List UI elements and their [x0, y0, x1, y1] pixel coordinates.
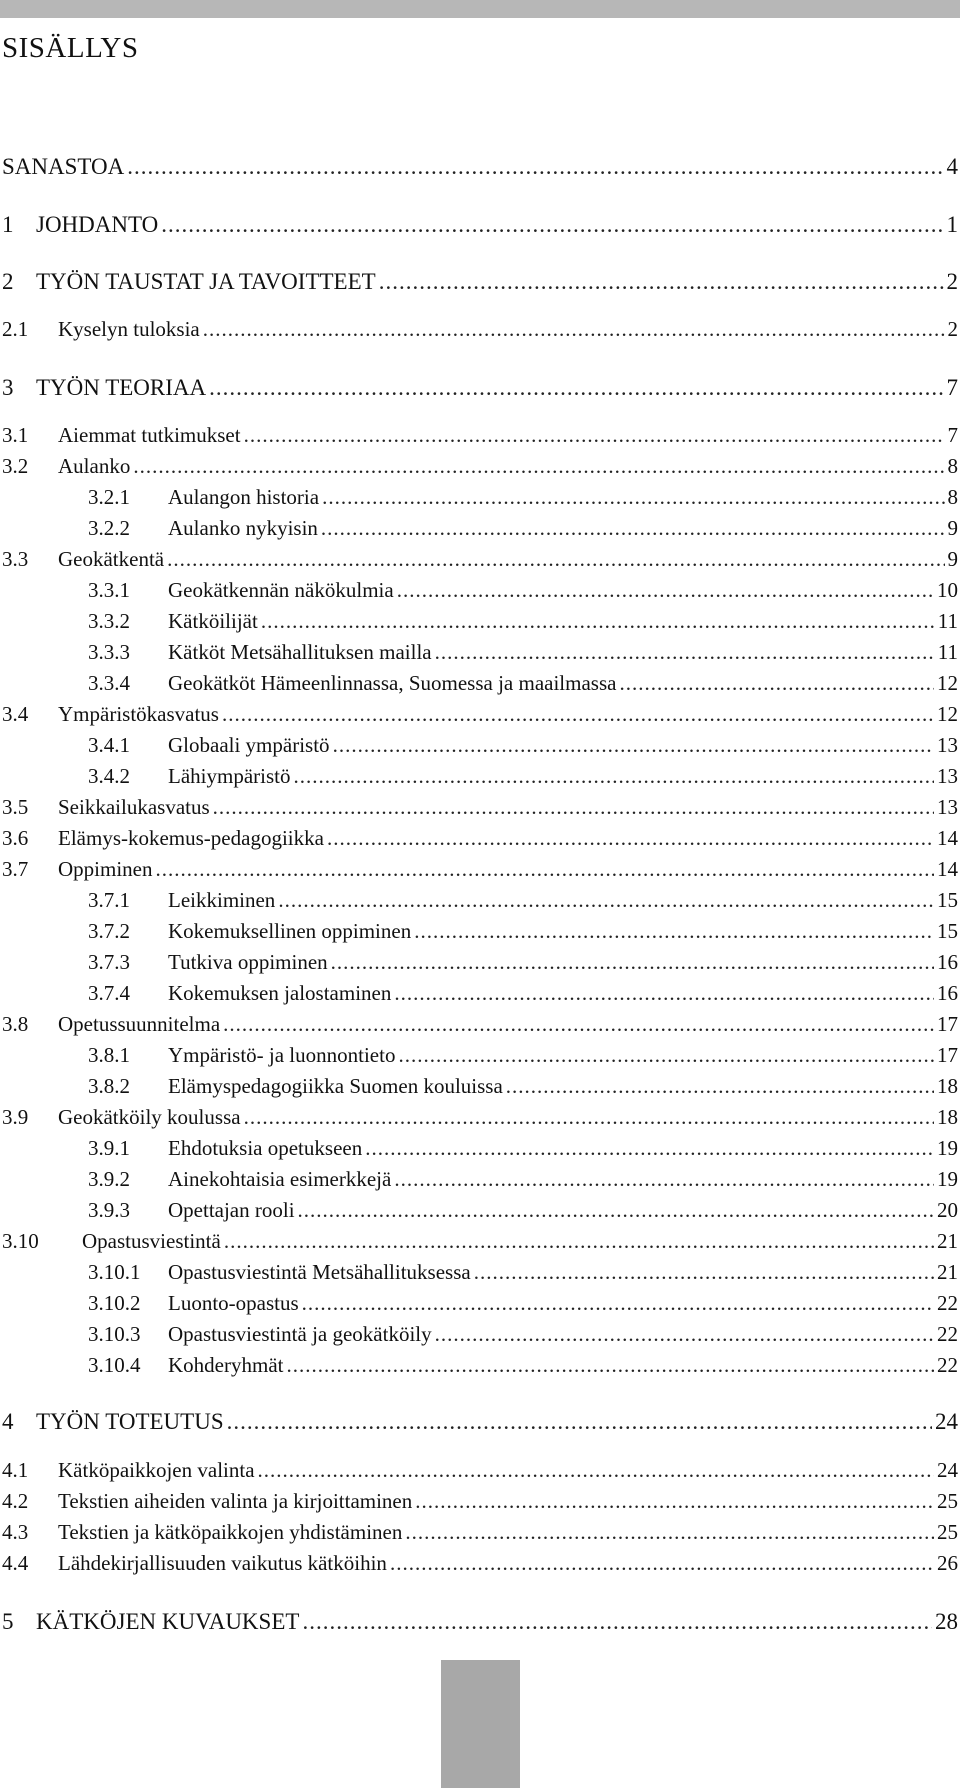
toc-entry-page: 13 — [937, 764, 958, 788]
toc-dot-leader — [619, 671, 934, 696]
toc-entry-number: 3.10.2 — [88, 1291, 141, 1315]
toc-entry-title: Kätköt Metsähallituksen mailla — [168, 640, 432, 664]
toc-entry-number: 3.9.2 — [88, 1167, 130, 1191]
toc-entry-title: Opastusviestintä — [82, 1229, 221, 1253]
toc-entry-title: Aulanko — [58, 454, 131, 478]
toc-entry-title: TYÖN TAUSTAT JA TAVOITTEET — [36, 269, 376, 294]
toc-entry-title: Seikkailukasvatus — [58, 795, 210, 819]
toc-entry-title: Kätköpaikkojen valinta — [58, 1458, 255, 1482]
toc-entry-page: 2 — [946, 269, 958, 294]
toc-dot-leader — [213, 795, 934, 820]
toc-entry-number: 3.7.1 — [88, 888, 130, 912]
toc-entry[interactable] — [0, 212, 960, 242]
toc-entry-number: 3 — [2, 375, 14, 400]
toc-dot-leader — [321, 516, 945, 541]
toc-entry[interactable] — [0, 1043, 960, 1071]
toc-entry-title: Opastusviestintä Metsähallituksessa — [168, 1260, 471, 1284]
toc-entry-title: Elämys-kokemus-pedagogiikka — [58, 826, 324, 850]
toc-entry-page: 22 — [937, 1291, 958, 1315]
toc-entry[interactable] — [0, 1074, 960, 1102]
toc-dot-leader — [302, 1609, 932, 1635]
toc-entry-title: Kokemuksen jalostaminen — [168, 981, 392, 1005]
toc-entry[interactable] — [0, 1489, 960, 1517]
toc-entry[interactable] — [0, 857, 960, 885]
toc-entry-title: TYÖN TEORIAA — [36, 375, 207, 400]
toc-entry-number: 3.3.1 — [88, 578, 130, 602]
toc-entry[interactable] — [0, 454, 960, 482]
toc-entry-title: Kohderyhmät — [168, 1353, 284, 1377]
toc-entry-title: KÄTKÖJEN KUVAUKSET — [36, 1609, 300, 1634]
toc-entry-number: 1 — [2, 212, 14, 237]
toc-entry[interactable] — [0, 795, 960, 823]
toc-dot-leader — [390, 1551, 934, 1576]
toc-entry-page: 25 — [937, 1489, 958, 1513]
toc-entry[interactable] — [0, 981, 960, 1009]
toc-entry[interactable] — [0, 1458, 960, 1486]
toc-entry[interactable] — [0, 609, 960, 637]
toc-dot-leader — [227, 1409, 932, 1435]
toc-dot-leader — [394, 981, 934, 1006]
toc-entry-title: Geokätköily koulussa — [58, 1105, 241, 1129]
toc-entry-number: 3.8.2 — [88, 1074, 130, 1098]
toc-entry-title: Ympäristö- ja luonnontieto — [168, 1043, 396, 1067]
toc-entry[interactable] — [0, 154, 960, 184]
toc-dot-leader — [415, 1489, 934, 1514]
toc-entry-page: 14 — [937, 826, 958, 850]
toc-dot-leader — [398, 1043, 934, 1068]
toc-entry-page: 12 — [937, 671, 958, 695]
toc-dot-leader — [286, 1353, 934, 1378]
toc-entry-number: 4.4 — [2, 1551, 29, 1575]
toc-entry[interactable] — [0, 950, 960, 978]
toc-entry-page: 11 — [937, 609, 958, 633]
toc-entry-title: Opettajan rooli — [168, 1198, 295, 1222]
page-title: SISÄLLYS — [2, 32, 139, 64]
toc-entry-page: 28 — [935, 1609, 958, 1634]
toc-dot-leader — [435, 640, 935, 665]
toc-dot-leader — [167, 547, 944, 572]
toc-entry-number: 5 — [2, 1609, 14, 1634]
toc-entry[interactable] — [0, 671, 960, 699]
toc-entry[interactable] — [0, 1291, 960, 1319]
toc-dot-leader — [394, 1167, 934, 1192]
toc-entry-title: Kätköilijät — [168, 609, 258, 633]
toc-entry-title: Geokätkentä — [58, 547, 165, 571]
toc-dot-leader — [397, 578, 934, 603]
toc-dot-leader — [435, 1322, 934, 1347]
toc-entry[interactable] — [0, 547, 960, 575]
toc-entry-page: 13 — [937, 733, 958, 757]
toc-entry[interactable] — [0, 1609, 960, 1639]
toc-entry-page: 18 — [937, 1105, 958, 1129]
toc-entry-number: 4 — [2, 1409, 14, 1434]
toc-entry-number: 3.10 — [2, 1229, 39, 1253]
toc-entry[interactable] — [0, 1322, 960, 1350]
toc-entry[interactable] — [0, 317, 960, 345]
toc-entry-title: Lähdekirjallisuuden vaikutus kätköihin — [58, 1551, 387, 1575]
toc-entry-title: Lähiympäristö — [168, 764, 291, 788]
toc-entry-page: 19 — [937, 1136, 958, 1160]
toc-entry-page: 1 — [946, 212, 958, 237]
toc-entry-page: 15 — [937, 919, 958, 943]
toc-entry-page: 10 — [937, 578, 958, 602]
toc-entry-number: 3.4 — [2, 702, 29, 726]
toc-entry-title: Ympäristökasvatus — [58, 702, 219, 726]
toc-entry-number: 3.3.2 — [88, 609, 130, 633]
toc-entry-title: Opastusviestintä ja geokätköily — [168, 1322, 432, 1346]
footer-block — [441, 1660, 520, 1788]
toc-entry-number: 4.1 — [2, 1458, 29, 1482]
toc-entry-title: Ainekohtaisia esimerkkejä — [168, 1167, 392, 1191]
toc-entry-title: Oppiminen — [58, 857, 153, 881]
toc-entry-number: 3.4.2 — [88, 764, 130, 788]
toc-entry-number: 3.2.1 — [88, 485, 130, 509]
toc-entry-page: 19 — [937, 1167, 958, 1191]
toc-entry-title: Elämyspedagogiikka Suomen kouluissa — [168, 1074, 503, 1098]
toc-entry[interactable] — [0, 826, 960, 854]
toc-entry-title: Geokätkennän näkökulmia — [168, 578, 394, 602]
toc-entry-page: 24 — [937, 1458, 958, 1482]
toc-dot-leader — [278, 888, 934, 913]
toc-entry-number: 3.4.1 — [88, 733, 130, 757]
toc-entry-number: 3.7 — [2, 857, 29, 881]
toc-entry-number: 2 — [2, 269, 14, 294]
toc-entry[interactable] — [0, 640, 960, 668]
toc-dot-leader — [333, 733, 934, 758]
toc-entry[interactable] — [0, 702, 960, 730]
toc-entry-number: 3.6 — [2, 826, 29, 850]
toc-entry[interactable] — [0, 764, 960, 792]
toc-entry-title: JOHDANTO — [36, 212, 159, 237]
toc-entry-number: 4.2 — [2, 1489, 29, 1513]
toc-entry-title: Opetussuunnitelma — [58, 1012, 221, 1036]
toc-entry-title: Kokemuksellinen oppiminen — [168, 919, 412, 943]
toc-dot-leader — [405, 1520, 934, 1545]
toc-dot-leader — [261, 609, 935, 634]
toc-dot-leader — [156, 857, 935, 882]
toc-entry[interactable] — [0, 1198, 960, 1226]
toc-entry-title: Kyselyn tuloksia — [58, 317, 200, 341]
toc-entry-title: Aulangon historia — [168, 485, 320, 509]
toc-entry-page: 21 — [937, 1229, 958, 1253]
toc-entry-number: 3.8 — [2, 1012, 29, 1036]
toc-entry[interactable] — [0, 1105, 960, 1133]
toc-entry-number: 3.7.2 — [88, 919, 130, 943]
toc-entry-number: 3.5 — [2, 795, 29, 819]
toc-entry[interactable] — [0, 1260, 960, 1288]
toc-entry[interactable] — [0, 1551, 960, 1579]
toc-entry-page: 9 — [947, 547, 958, 571]
toc-entry[interactable] — [0, 1409, 960, 1439]
toc-entry-title: Tekstien ja kätköpaikkojen yhdistäminen — [58, 1520, 403, 1544]
toc-entry-number: 3.3.3 — [88, 640, 130, 664]
toc-entry-title: TYÖN TOTEUTUS — [36, 1409, 224, 1434]
toc-entry-page: 22 — [937, 1353, 958, 1377]
toc-entry-page: 22 — [937, 1322, 958, 1346]
toc-entry-page: 18 — [937, 1074, 958, 1098]
toc-entry-title: Ehdotuksia opetukseen — [168, 1136, 363, 1160]
toc-dot-leader — [298, 1198, 934, 1223]
toc-entry[interactable] — [0, 578, 960, 606]
toc-dot-leader — [133, 454, 944, 479]
toc-dot-leader — [209, 375, 943, 401]
toc-dot-leader — [302, 1291, 934, 1316]
toc-dot-leader — [506, 1074, 934, 1099]
toc-entry-title: Aulanko nykyisin — [168, 516, 318, 540]
toc-entry-page: 16 — [937, 981, 958, 1005]
toc-entry-page: 8 — [947, 485, 958, 509]
toc-entry-number: 3.2.2 — [88, 516, 130, 540]
toc-entry-title: Leikkiminen — [168, 888, 276, 912]
toc-entry-page: 15 — [937, 888, 958, 912]
toc-dot-leader — [474, 1260, 934, 1285]
toc-entry-page: 12 — [937, 702, 958, 726]
toc-entry-page: 17 — [937, 1012, 958, 1036]
toc-dot-leader — [223, 1012, 934, 1037]
toc-entry[interactable] — [0, 375, 960, 405]
toc-entry[interactable] — [0, 1353, 960, 1381]
toc-entry-page: 20 — [937, 1198, 958, 1222]
toc-entry-number: 2.1 — [2, 317, 29, 341]
toc-entry-page: 16 — [937, 950, 958, 974]
toc-entry-number: 3.7.4 — [88, 981, 130, 1005]
toc-entry[interactable] — [0, 1229, 960, 1257]
toc-dot-leader — [331, 950, 934, 975]
toc-entry[interactable] — [0, 888, 960, 916]
toc-entry-number: 3.3.4 — [88, 671, 130, 695]
toc-entry-number: 3.10.4 — [88, 1353, 141, 1377]
toc-entry-number: 4.3 — [2, 1520, 29, 1544]
toc-entry-page: 13 — [937, 795, 958, 819]
toc-entry-number: 3.9.1 — [88, 1136, 130, 1160]
toc-entry[interactable] — [0, 1136, 960, 1164]
toc-dot-leader — [222, 702, 934, 727]
toc-dot-leader — [379, 269, 944, 295]
toc-entry-title: Geokätköt Hämeenlinnassa, Suomessa ja maailmassa — [168, 671, 617, 695]
top-rule — [0, 0, 960, 18]
toc-entry-page: 25 — [937, 1520, 958, 1544]
toc-entry-title: Tekstien aiheiden valinta ja kirjoittaminen — [58, 1489, 413, 1513]
toc-entry-page: 17 — [937, 1043, 958, 1067]
toc-entry-page: 2 — [947, 317, 958, 341]
toc-dot-leader — [244, 1105, 934, 1130]
toc-dot-leader — [414, 919, 934, 944]
toc-entry-page: 8 — [947, 454, 958, 478]
toc-entry-title: Globaali ympäristö — [168, 733, 330, 757]
toc-dot-leader — [203, 317, 945, 342]
toc-entry-number: 3.10.3 — [88, 1322, 141, 1346]
toc-entry-number: 3.7.3 — [88, 950, 130, 974]
toc-dot-leader — [244, 423, 945, 448]
toc-entry-title: Aiemmat tutkimukset — [58, 423, 241, 447]
toc-entry-page: 24 — [935, 1409, 958, 1434]
toc-entry-title: Luonto-opastus — [168, 1291, 299, 1315]
toc-dot-leader — [161, 212, 943, 238]
toc-entry-number: 3.8.1 — [88, 1043, 130, 1067]
toc-entry-number: 3.9.3 — [88, 1198, 130, 1222]
toc-entry-page: 4 — [946, 154, 958, 179]
toc-entry-number: 3.1 — [2, 423, 29, 447]
toc-entry[interactable] — [0, 1012, 960, 1040]
toc-entry-number: 3.9 — [2, 1105, 29, 1129]
toc-entry-page: 7 — [946, 375, 958, 400]
toc-dot-leader — [293, 764, 934, 789]
toc-entry-page: 21 — [937, 1260, 958, 1284]
toc-entry-page: 14 — [937, 857, 958, 881]
toc-entry-page: 9 — [947, 516, 958, 540]
toc-dot-leader — [327, 826, 934, 851]
toc-entry[interactable] — [0, 423, 960, 451]
toc-entry-page: 26 — [937, 1551, 958, 1575]
toc-entry-page: 7 — [947, 423, 958, 447]
toc-entry[interactable] — [0, 269, 960, 299]
toc-entry-number: 3.10.1 — [88, 1260, 141, 1284]
toc-dot-leader — [127, 154, 943, 180]
toc-entry[interactable] — [0, 1520, 960, 1548]
toc-dot-leader — [224, 1229, 934, 1254]
toc-entry[interactable] — [0, 485, 960, 513]
toc-entry-number: 3.2 — [2, 454, 29, 478]
toc-entry[interactable] — [0, 516, 960, 544]
toc-entry[interactable] — [0, 733, 960, 761]
toc-dot-leader — [322, 485, 944, 510]
toc-entry-page: 11 — [937, 640, 958, 664]
toc-dot-leader — [258, 1458, 934, 1483]
toc-entry[interactable] — [0, 1167, 960, 1195]
toc-entry-title: Tutkiva oppiminen — [168, 950, 328, 974]
toc-entry-title: SANASTOA — [2, 154, 125, 179]
toc-entry-number: 3.3 — [2, 547, 29, 571]
toc-entry[interactable] — [0, 919, 960, 947]
toc-dot-leader — [365, 1136, 934, 1161]
